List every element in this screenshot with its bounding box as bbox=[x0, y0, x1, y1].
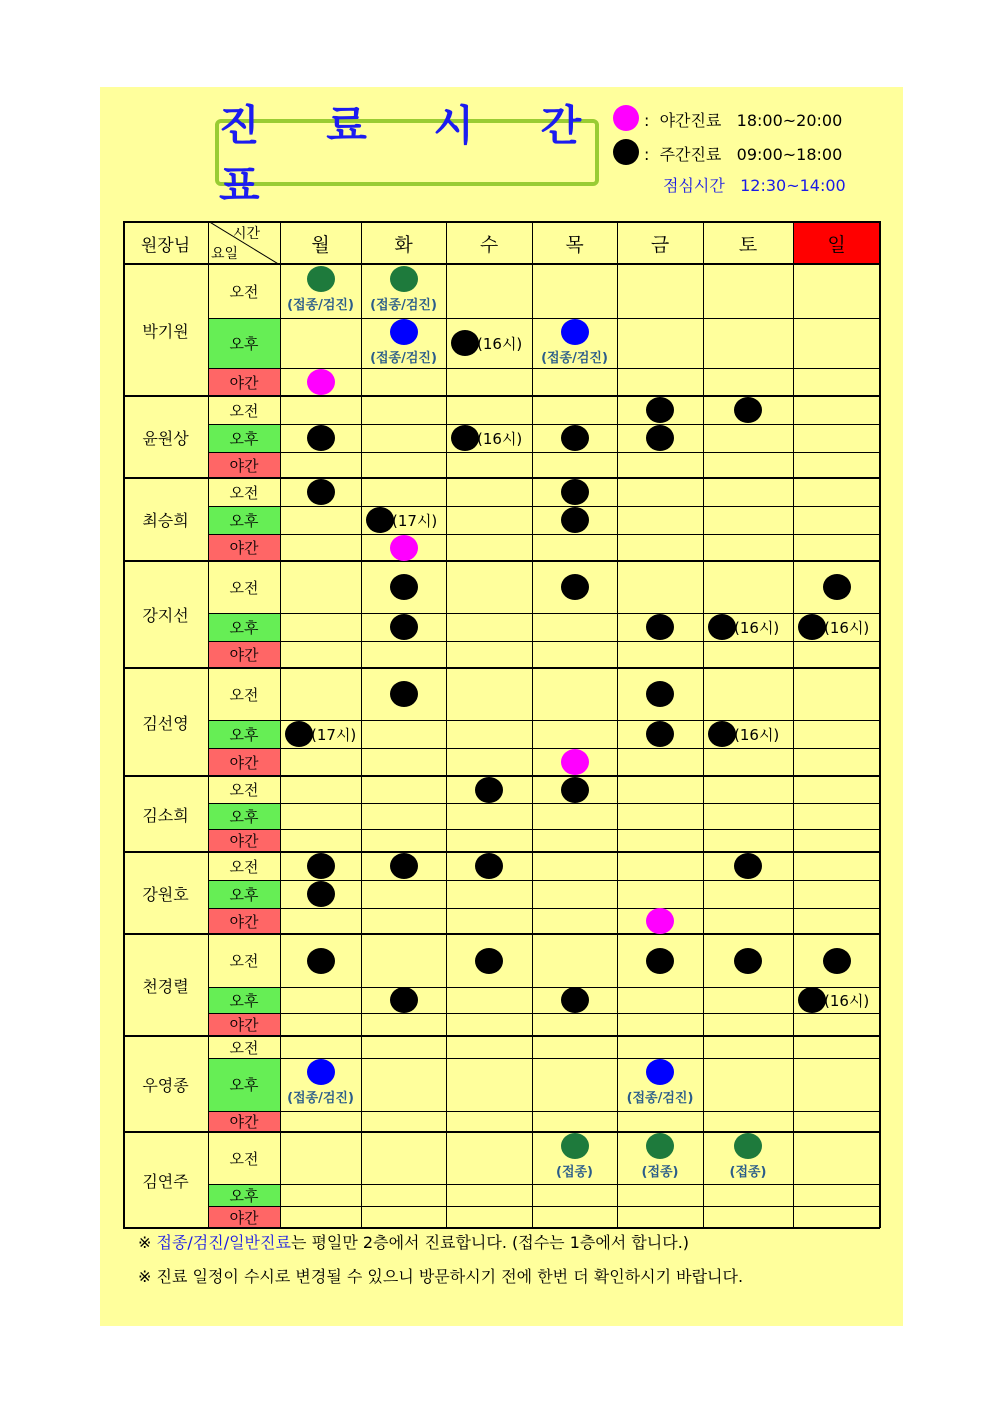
blue-dot-icon bbox=[307, 1059, 335, 1085]
slot-label-am: 오전 bbox=[208, 265, 280, 318]
hour-note: (16시) bbox=[477, 430, 523, 448]
schedule-table bbox=[123, 221, 882, 1228]
doctor-header: 원장님 bbox=[140, 235, 191, 256]
legend-day: : 주간진료 09:00~18:00 bbox=[644, 145, 843, 164]
slot-label-am: 오전 bbox=[208, 1132, 280, 1184]
black-dot-icon bbox=[307, 853, 335, 879]
footnote-1-text: 는 평일만 2층에서 진료합니다. (접수는 1층에서 합니다.) bbox=[290, 1233, 690, 1252]
slot-label-am: 오전 bbox=[208, 1036, 280, 1058]
slot-label-night: 야간 bbox=[208, 641, 280, 668]
magenta-dot-icon bbox=[613, 105, 639, 131]
black-dot-icon bbox=[798, 614, 826, 640]
slot-label-am: 오전 bbox=[208, 934, 280, 987]
black-dot-icon bbox=[646, 948, 674, 974]
slot-label-am: 오전 bbox=[208, 396, 280, 424]
black-dot-icon bbox=[475, 777, 503, 803]
day-header-5: 토 bbox=[738, 233, 758, 256]
black-dot-icon bbox=[613, 139, 639, 165]
slot-label-am: 오전 bbox=[208, 852, 280, 880]
black-dot-icon bbox=[307, 479, 335, 505]
black-dot-icon bbox=[285, 721, 313, 747]
service-note: (접종) bbox=[556, 1165, 593, 1180]
grid-line bbox=[617, 221, 618, 1228]
slot-label-am: 오전 bbox=[208, 668, 280, 720]
slot-label-pm: 오후 bbox=[208, 613, 280, 641]
slot-label-night: 야간 bbox=[208, 908, 280, 934]
grid-line bbox=[123, 395, 880, 397]
black-dot-icon bbox=[475, 853, 503, 879]
footnote-1-highlight: 접종/검진/일반진료 bbox=[156, 1233, 291, 1252]
black-dot-icon bbox=[646, 614, 674, 640]
slot-label-pm: 오후 bbox=[208, 987, 280, 1013]
black-dot-icon bbox=[708, 721, 736, 747]
grid-line bbox=[208, 748, 880, 749]
hour-note: (16시) bbox=[477, 335, 523, 353]
time-header: 시간 bbox=[233, 226, 261, 242]
black-dot-icon bbox=[390, 614, 418, 640]
black-dot-icon bbox=[561, 479, 589, 505]
black-dot-icon bbox=[646, 397, 674, 423]
grid-line bbox=[208, 613, 880, 614]
footnote-symbol: ※ bbox=[138, 1233, 152, 1252]
grid-line bbox=[208, 1013, 880, 1014]
slot-label-night: 야간 bbox=[208, 748, 280, 776]
service-note: (접종/검진) bbox=[287, 298, 354, 313]
grid-line bbox=[123, 221, 125, 1228]
doctor-name: 윤원상 bbox=[142, 428, 189, 448]
black-dot-icon bbox=[734, 948, 762, 974]
day-header-4: 금 bbox=[650, 233, 670, 256]
grid-line bbox=[208, 803, 880, 804]
grid-line bbox=[123, 477, 880, 479]
grid-line bbox=[703, 221, 704, 1228]
header-diagonal bbox=[208, 221, 280, 265]
green-dot-icon bbox=[561, 1133, 589, 1159]
grid-line bbox=[208, 641, 880, 642]
black-dot-icon bbox=[307, 948, 335, 974]
day-header: 요일 bbox=[211, 246, 239, 262]
doctor-name: 김선영 bbox=[142, 713, 189, 733]
grid-line bbox=[208, 720, 880, 721]
slot-label-pm: 오후 bbox=[208, 880, 280, 908]
slot-label-pm: 오후 bbox=[208, 424, 280, 452]
day-header-1: 화 bbox=[394, 233, 413, 256]
grid-line bbox=[123, 560, 880, 562]
service-note: (접종) bbox=[641, 1165, 679, 1180]
grid-line bbox=[208, 506, 880, 507]
slot-label-pm: 오후 bbox=[208, 1184, 280, 1206]
grid-line bbox=[123, 775, 880, 777]
black-dot-icon bbox=[390, 574, 418, 600]
black-dot-icon bbox=[823, 948, 851, 974]
service-note: (접종) bbox=[729, 1165, 767, 1180]
footnote-2-text: 진료 일정이 수시로 변경될 수 있으니 방문하시기 전에 한번 더 확인하시기 바랍니다. bbox=[156, 1267, 744, 1286]
slot-label-pm: 오후 bbox=[208, 1058, 280, 1111]
hour-note: (17시) bbox=[311, 726, 357, 744]
grid-line bbox=[208, 1111, 880, 1112]
grid-line bbox=[123, 851, 880, 853]
black-dot-icon bbox=[823, 574, 851, 600]
grid-line bbox=[879, 221, 881, 1228]
doctor-name: 최승희 bbox=[142, 511, 189, 530]
grid-line bbox=[208, 452, 880, 453]
grid-line bbox=[208, 368, 880, 369]
black-dot-icon bbox=[734, 397, 762, 423]
grid-line bbox=[208, 1206, 880, 1207]
grid-line bbox=[123, 1131, 880, 1133]
grid-line bbox=[123, 667, 880, 669]
grid-line bbox=[208, 221, 209, 1228]
green-dot-icon bbox=[646, 1133, 674, 1159]
legend-lunch: 점심시간 12:30~14:00 bbox=[663, 176, 846, 195]
service-note: (접종/검진) bbox=[626, 1091, 694, 1106]
hour-note: (17시) bbox=[392, 512, 438, 530]
slot-label-pm: 오후 bbox=[208, 506, 280, 534]
black-dot-icon bbox=[561, 777, 589, 803]
day-header-2: 수 bbox=[479, 233, 499, 256]
slot-label-pm: 오후 bbox=[208, 720, 280, 748]
black-dot-icon bbox=[390, 987, 418, 1013]
grid-line bbox=[208, 987, 880, 988]
black-dot-icon bbox=[451, 425, 479, 451]
grid-line bbox=[446, 221, 447, 1228]
black-dot-icon bbox=[646, 425, 674, 451]
grid-line bbox=[208, 1184, 880, 1185]
doctor-name: 김연주 bbox=[142, 1171, 189, 1191]
hour-note: (16시) bbox=[734, 619, 780, 637]
service-note: (접종/검진) bbox=[541, 351, 608, 366]
grid-line bbox=[208, 1058, 880, 1059]
hour-note: (16시) bbox=[824, 992, 870, 1010]
black-dot-icon bbox=[798, 987, 826, 1013]
doctor-name: 강지선 bbox=[142, 606, 189, 625]
magenta-dot-icon bbox=[390, 535, 418, 561]
slot-label-am: 오전 bbox=[208, 478, 280, 506]
slot-label-night: 야간 bbox=[208, 452, 280, 478]
black-dot-icon bbox=[390, 681, 418, 707]
black-dot-icon bbox=[307, 881, 335, 907]
black-dot-icon bbox=[734, 853, 762, 879]
service-note: (접종/검진) bbox=[287, 1091, 354, 1106]
doctor-name: 김소희 bbox=[142, 805, 189, 825]
slot-label-pm: 오후 bbox=[208, 318, 280, 368]
black-dot-icon bbox=[561, 425, 589, 451]
footnote-1 bbox=[138, 1230, 689, 1253]
blue-dot-icon bbox=[390, 319, 418, 345]
day-header-3: 목 bbox=[565, 233, 584, 256]
hour-note: (16시) bbox=[734, 726, 780, 744]
green-dot-icon bbox=[307, 266, 335, 292]
grid-line bbox=[123, 1035, 880, 1037]
grid-line bbox=[280, 221, 281, 1228]
magenta-dot-icon bbox=[646, 908, 674, 934]
doctor-name: 박기원 bbox=[142, 322, 189, 341]
magenta-dot-icon bbox=[307, 369, 335, 395]
grid-line bbox=[532, 221, 533, 1228]
slot-label-pm: 오후 bbox=[208, 803, 280, 829]
black-dot-icon bbox=[646, 681, 674, 707]
black-dot-icon bbox=[366, 507, 394, 533]
blue-dot-icon bbox=[646, 1059, 674, 1085]
grid-line bbox=[793, 221, 794, 1228]
service-note: (접종/검진) bbox=[370, 351, 437, 366]
black-dot-icon bbox=[708, 614, 736, 640]
grid-line bbox=[208, 318, 880, 319]
doctor-name: 우영종 bbox=[142, 1075, 189, 1095]
slot-label-am: 오전 bbox=[208, 776, 280, 803]
black-dot-icon bbox=[646, 721, 674, 747]
black-dot-icon bbox=[561, 507, 589, 533]
black-dot-icon bbox=[307, 425, 335, 451]
grid-line bbox=[123, 1227, 880, 1229]
hour-note: (16시) bbox=[824, 619, 870, 637]
grid-line bbox=[361, 221, 362, 1228]
day-header-0: 월 bbox=[311, 233, 330, 256]
slot-label-night: 야간 bbox=[208, 1013, 280, 1036]
green-dot-icon bbox=[390, 266, 418, 292]
black-dot-icon bbox=[561, 987, 589, 1013]
black-dot-icon bbox=[390, 853, 418, 879]
slot-label-am: 오전 bbox=[208, 561, 280, 613]
magenta-dot-icon bbox=[561, 749, 589, 775]
title-box bbox=[215, 100, 608, 210]
green-dot-icon bbox=[734, 1133, 762, 1159]
legend-night: : 야간진료 18:00~20:00 bbox=[644, 111, 843, 130]
slot-label-night: 야간 bbox=[208, 829, 280, 852]
grid-line bbox=[208, 829, 880, 830]
page-title: 진 료 시 간 표 bbox=[219, 100, 608, 210]
slot-label-night: 야간 bbox=[208, 368, 280, 396]
service-note: (접종/검진) bbox=[370, 298, 437, 313]
slot-label-night: 야간 bbox=[208, 534, 280, 561]
slot-label-night: 야간 bbox=[208, 1206, 280, 1228]
footnote-2 bbox=[138, 1264, 743, 1287]
grid-line bbox=[208, 534, 880, 535]
grid-line bbox=[208, 424, 880, 425]
doctor-name: 천경렬 bbox=[142, 976, 189, 996]
grid-line bbox=[208, 880, 880, 881]
blue-dot-icon bbox=[561, 319, 589, 345]
footnote-symbol: ※ bbox=[138, 1267, 152, 1286]
day-header-6: 일 bbox=[827, 233, 846, 256]
grid-line bbox=[208, 908, 880, 909]
doctor-name: 강원호 bbox=[142, 884, 189, 904]
slot-label-night: 야간 bbox=[208, 1111, 280, 1132]
grid-line bbox=[123, 933, 880, 935]
black-dot-icon bbox=[561, 574, 589, 600]
black-dot-icon bbox=[475, 948, 503, 974]
black-dot-icon bbox=[451, 330, 479, 356]
